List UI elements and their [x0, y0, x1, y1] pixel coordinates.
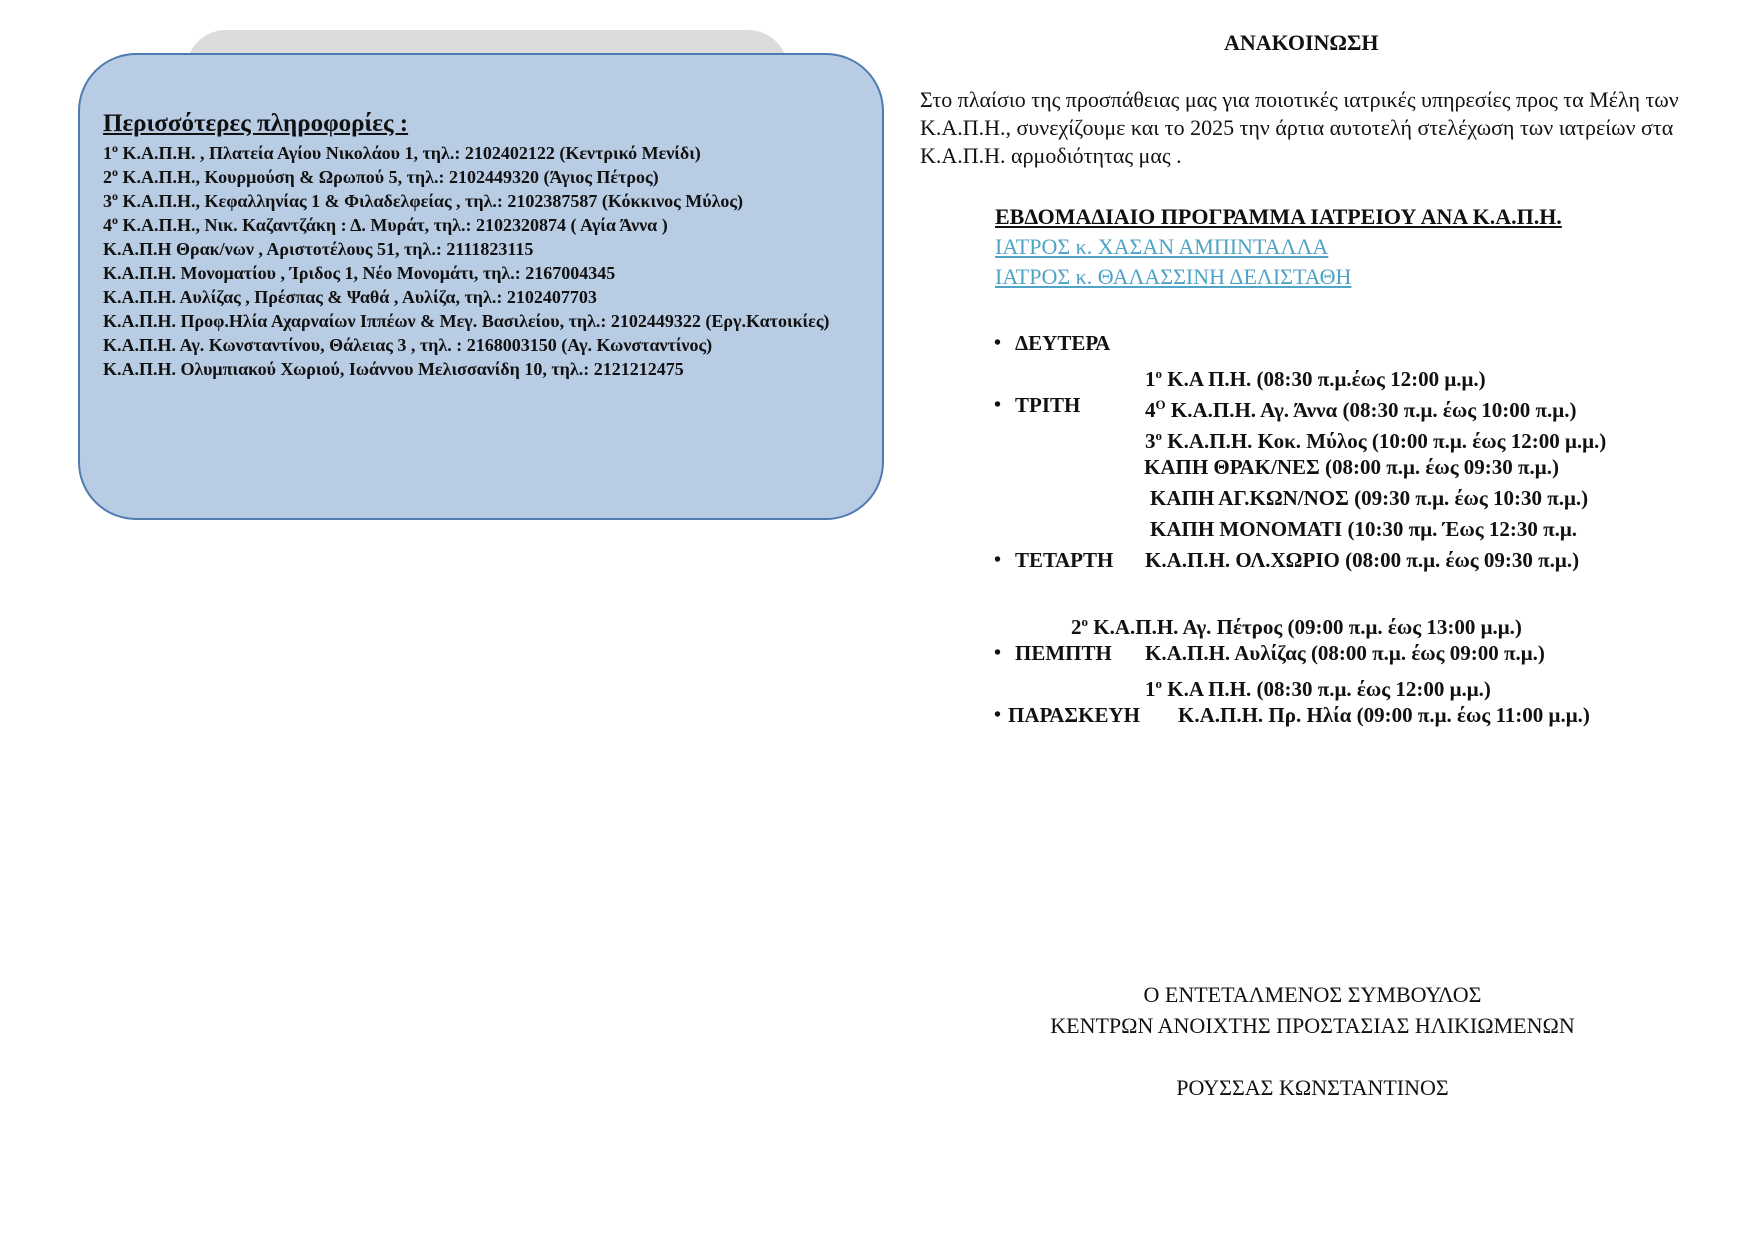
info-line-text: Κ.Α.Π.Η., Κεφαλληνίας 1 & Φιλαδελφείας , τηλ.: 2102387587 (Κόκκινος Μύλος) [118, 191, 744, 211]
announcement-heading: ΑΝΑΚΟΙΝΩΣΗ [1224, 30, 1379, 55]
announcement-intro: Στο πλαίσιο της προσπάθειας μας για ποιοτικές ιατρικές υπηρεσίες προς τα Μέλη των Κ.Α.Π.Η., συνεχίζουμε και το 2025 την άρτια αυτοτελή στελέχωση των ιατρείων στα Κ.Α.Π.Η. αρμοδιότητας μας . [920, 87, 1679, 168]
signature-name: ΡΟΥΣΣΑΣ ΚΩΝΣΤΑΝΤΙΝΟΣ [1176, 1075, 1449, 1100]
info-line-ordinal: ο [112, 189, 118, 203]
info-line-ordinal: ο [112, 141, 118, 155]
day-wednesday: ΤΕΤΑΡΤΗ [1015, 548, 1114, 572]
entry-ordinal: ο [1081, 614, 1088, 629]
entry-number: 4 [1145, 398, 1156, 422]
info-line-olympic-village: Κ.Α.Π.Η. Ολυμπιακού Χωριού, Ιωάννου Μελισσανίδη 10, τηλ.: 2121212475 [103, 359, 684, 379]
entry-text: Κ.Α Π.Η. (08:30 π.μ.έως 12:00 μ.μ.) [1162, 367, 1486, 391]
info-line-kapi-4 [103, 213, 858, 237]
entry-text: Κ.Α.Π.Η. Αγ. Πέτρος (09:00 π.μ. έως 13:00 μ.μ.) [1088, 615, 1522, 639]
info-line-number: 2 [103, 167, 112, 187]
bullet-icon: • [994, 704, 1002, 726]
info-line-text: Κ.Α.Π.Η., Κουρμούση & Ωρωπού 5, τηλ.: 2102449320 (Άγιος Πέτρος) [118, 167, 659, 187]
day-tuesday: ΤΡΙΤΗ [1015, 393, 1081, 417]
bullet-icon: • [994, 394, 1002, 416]
info-line-kapi-2 [103, 165, 858, 189]
signature-title-line-1: Ο ΕΝΤΕΤΑΛΜΕΝΟΣ ΣΥΜΒΟΥΛΟΣ [1143, 982, 1482, 1007]
schedule-entry [1145, 361, 1486, 392]
info-line-prof-ilias: Κ.Α.Π.Η. Προφ.Ηλία Αχαρναίων Ιππέων & Μεγ. Βασιλείου, τηλ.: 2102449322 (Εργ.Κατοικίες) [103, 311, 830, 331]
schedule-entry: ΚΑΠΗ ΘΡΑΚ/ΝΕΣ (08:00 π.μ. έως 09:30 π.μ.) [1144, 455, 1559, 479]
entry-text: Κ.Α.Π.Η. Αγ. Άννα (08:30 π.μ. έως 10:00 π.μ.) [1165, 398, 1577, 422]
entry-ordinal: Ο [1155, 397, 1166, 412]
entry-number: 2 [1071, 615, 1082, 639]
info-line-number: 4 [103, 215, 112, 235]
day-thursday: ΠΕΜΠΤΗ [1015, 641, 1112, 665]
schedule-entry: Κ.Α.Π.Η. Πρ. Ηλία (09:00 π.μ. έως 11:00 μ.μ.) [1178, 703, 1590, 727]
schedule-entry: ΚΑΠΗ ΑΓ.ΚΩΝ/ΝΟΣ (09:30 π.μ. έως 10:30 π.μ.) [1150, 486, 1589, 510]
day-monday: ΔΕΥΤΕΡΑ [1015, 331, 1111, 355]
schedule-entry [1145, 671, 1491, 702]
info-box-title: Περισσότερες πληροφορίες : [103, 110, 409, 137]
info-line-number: 3 [103, 191, 112, 211]
info-box [78, 53, 884, 520]
entry-ordinal: ο [1155, 366, 1162, 381]
info-line-kapi-3 [103, 189, 858, 213]
info-line-ordinal: ο [112, 213, 118, 227]
entry-ordinal: ο [1155, 428, 1162, 443]
bullet-icon: • [994, 642, 1002, 664]
entry-text: Κ.Α Π.Η. (08:30 π.μ. έως 12:00 μ.μ.) [1162, 677, 1491, 701]
bullet-icon: • [994, 332, 1002, 354]
bullet-icon: • [994, 549, 1002, 571]
schedule-entry [1145, 392, 1576, 423]
schedule-entry [1071, 609, 1522, 640]
schedule-entry [1145, 423, 1606, 454]
program-title: ΕΒΔΟΜΑΔΙΑΙΟ ΠΡΟΓΡΑΜΜΑ ΙΑΤΡΕΙΟΥ ΑΝΑ Κ.Α.Π.Η. [995, 204, 1562, 229]
entry-number: 1 [1145, 677, 1156, 701]
entry-text: Κ.Α.Π.Η. Κοκ. Μύλος (10:00 π.μ. έως 12:00 μ.μ.) [1162, 429, 1607, 453]
info-line-ordinal: ο [112, 165, 118, 179]
signature-title-line-2: ΚΕΝΤΡΩΝ ΑΝΟΙΧΤΗΣ ΠΡΟΣΤΑΣΙΑΣ ΗΛΙΚΙΩΜΕΝΩΝ [1050, 1013, 1575, 1038]
info-line-thrakomakedones: Κ.Α.Π.Η Θρακ/νων , Αριστοτέλους 51, τηλ.: 2111823115 [103, 239, 534, 259]
entry-ordinal: ο [1155, 676, 1162, 691]
entry-number: 3 [1145, 429, 1156, 453]
doctor-1-link[interactable]: ΙΑΤΡΟΣ κ. ΧΑΣΑΝ ΑΜΠΙΝΤΑΛΛΑ [995, 234, 1329, 259]
info-line-kapi-1 [103, 141, 858, 165]
info-line-ag-konstantinos: Κ.Α.Π.Η. Αγ. Κωνσταντίνου, Θάλειας 3 , τηλ. : 2168003150 (Αγ. Κωνσταντίνος) [103, 335, 713, 355]
schedule-entry: Κ.Α.Π.Η. ΟΛ.ΧΩΡΙΟ (08:00 π.μ. έως 09:30 π.μ.) [1145, 548, 1580, 572]
info-line-number: 1 [103, 143, 112, 163]
info-line-text: Κ.Α.Π.Η., Νικ. Καζαντζάκη : Δ. Μυράτ, τηλ.: 2102320874 ( Αγία Άννα ) [118, 215, 668, 235]
info-line-avliza: Κ.Α.Π.Η. Αυλίζας , Πρέσπας & Ψαθά , Αυλίζα, τηλ.: 2102407703 [103, 287, 597, 307]
doctor-2-link[interactable]: ΙΑΤΡΟΣ κ. ΘΑΛΑΣΣΙΝΗ ΔΕΛΙΣΤΑΘΗ [995, 264, 1352, 289]
info-line-monomati: Κ.Α.Π.Η. Μονοματίου , Ίριδος 1, Νέο Μονομάτι, τηλ.: 2167004345 [103, 263, 616, 283]
info-line-text: Κ.Α.Π.Η. , Πλατεία Αγίου Νικολάου 1, τηλ.: 2102402122 (Κεντρικό Μενίδι) [118, 143, 701, 163]
day-friday: ΠΑΡΑΣΚΕΥΗ [1008, 703, 1140, 727]
schedule-entry: ΚΑΠΗ ΜΟΝΟΜΑΤΙ (10:30 πμ. Έως 12:30 π.μ. [1150, 517, 1577, 541]
entry-number: 1 [1145, 367, 1156, 391]
schedule-entry: Κ.Α.Π.Η. Αυλίζας (08:00 π.μ. έως 09:00 π.μ.) [1145, 641, 1545, 665]
